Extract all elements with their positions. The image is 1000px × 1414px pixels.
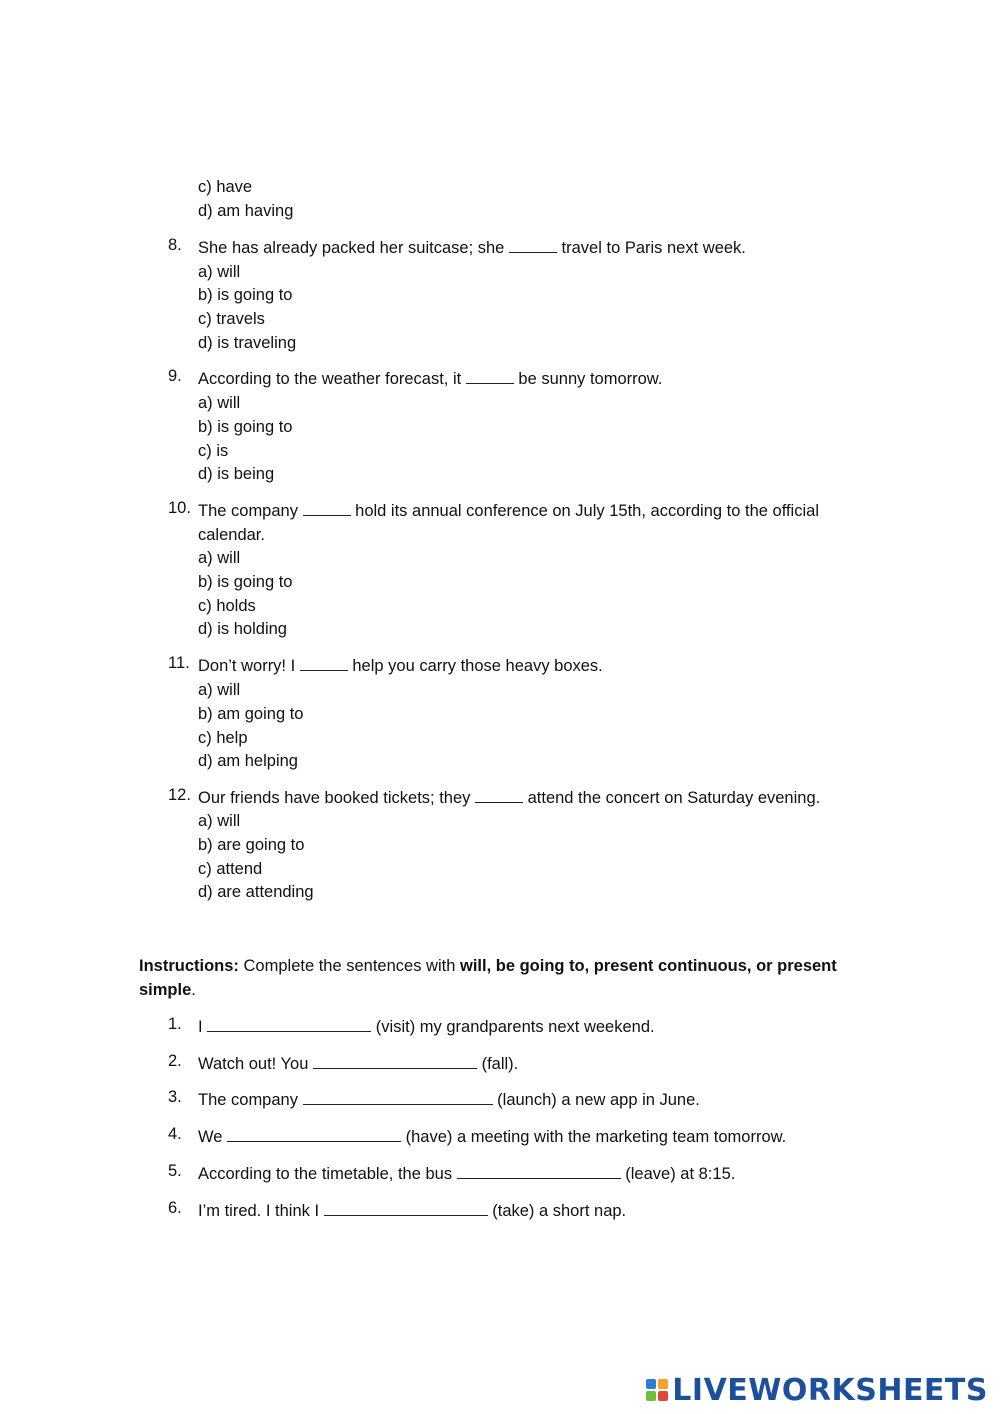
logo-square-4: [658, 1391, 668, 1401]
item6: [198, 1199, 626, 1223]
item6-after: (take) a short nap.: [492, 1202, 627, 1220]
q11-option-d[interactable]: d) am helping: [198, 752, 298, 770]
q7-option-d: d) am having: [198, 202, 294, 220]
q8-blank: [509, 238, 557, 253]
item4-before: We: [198, 1128, 223, 1146]
item5-before: According to the timetable, the bus: [198, 1165, 453, 1183]
q8-option-c[interactable]: c) travels: [198, 310, 265, 328]
q12-blank: [475, 788, 523, 803]
q12-option-a[interactable]: a) will: [198, 812, 241, 830]
q10-number: 10.: [168, 499, 191, 517]
item1: [198, 1015, 655, 1039]
q12-option-b[interactable]: b) are going to: [198, 836, 305, 854]
q12-option-d[interactable]: d) are attending: [198, 883, 314, 901]
q8-option-a[interactable]: a) will: [198, 263, 241, 281]
q12-option-c[interactable]: c) attend: [198, 860, 263, 878]
q9-number: 9.: [168, 367, 182, 385]
q9-option-d[interactable]: d) is being: [198, 465, 275, 483]
q8-option-b[interactable]: b) is going to: [198, 286, 293, 304]
item5-answer-blank[interactable]: [457, 1164, 621, 1179]
q12-text-a: Our friends have booked tickets; they: [198, 789, 471, 807]
q8-text-a: She has already packed her suitcase; she: [198, 239, 505, 257]
q12-text: [198, 786, 820, 810]
q10-option-c[interactable]: c) holds: [198, 597, 256, 615]
q9-text-b: be sunny tomorrow.: [518, 370, 663, 388]
q12-number: 12.: [168, 786, 191, 804]
q11-option-c[interactable]: c) help: [198, 729, 248, 747]
q10-blank: [303, 501, 351, 516]
q12-text-b: attend the concert on Saturday evening.: [527, 789, 821, 807]
q9-option-b[interactable]: b) is going to: [198, 418, 293, 436]
liveworksheets-grid-icon: [646, 1379, 668, 1401]
item1-before: I: [198, 1018, 203, 1036]
item2-number: 2.: [168, 1052, 182, 1070]
liveworksheets-logo[interactable]: [646, 1373, 988, 1407]
q10-option-a[interactable]: a) will: [198, 549, 241, 567]
item6-number: 6.: [168, 1199, 182, 1217]
instructions-end: .: [191, 981, 196, 999]
q8-text-b: travel to Paris next week.: [561, 239, 746, 257]
item1-answer-blank[interactable]: [207, 1017, 371, 1032]
item4-answer-blank[interactable]: [227, 1127, 401, 1142]
q8-option-d[interactable]: d) is traveling: [198, 334, 297, 352]
item4: [198, 1125, 786, 1149]
item6-answer-blank[interactable]: [324, 1201, 488, 1216]
item2: [198, 1052, 518, 1076]
logo-square-2: [658, 1379, 668, 1389]
q10-text-b: hold its annual conference on July 15th, according to the official calendar.: [198, 502, 819, 544]
q11-text: [198, 654, 603, 678]
item5: [198, 1162, 735, 1186]
instructions-label: Instructions:: [139, 957, 239, 975]
q11-number: 11.: [168, 654, 190, 672]
q9-option-c[interactable]: c) is: [198, 442, 229, 460]
q11-blank: [300, 656, 348, 671]
q10-option-d[interactable]: d) is holding: [198, 620, 287, 638]
item1-after: (visit) my grandparents next weekend.: [375, 1018, 655, 1036]
q11-text-a: Don’t worry! I: [198, 657, 296, 675]
logo-square-1: [646, 1379, 656, 1389]
item2-after: (fall).: [481, 1055, 519, 1073]
q9-text-a: According to the weather forecast, it: [198, 370, 462, 388]
instructions-bold: will, be going to, present continuous, or present simple: [139, 957, 837, 999]
q8-text: [198, 236, 746, 260]
q9-option-a[interactable]: a) will: [198, 394, 241, 412]
q11-option-b[interactable]: b) am going to: [198, 705, 304, 723]
logo-text: LIVEWORKSHEETS: [672, 1372, 988, 1408]
item1-number: 1.: [168, 1015, 182, 1033]
item6-before: I’m tired. I think I: [198, 1202, 320, 1220]
q10-text-a: The company: [198, 502, 298, 520]
item2-answer-blank[interactable]: [313, 1054, 477, 1069]
q11-option-a[interactable]: a) will: [198, 681, 241, 699]
q11-text-b: help you carry those heavy boxes.: [352, 657, 603, 675]
item3-after: (launch) a new app in June.: [497, 1091, 700, 1109]
instructions-text: Complete the sentences with: [243, 957, 456, 975]
q9-text: [198, 367, 662, 391]
item5-number: 5.: [168, 1162, 182, 1180]
q9-blank: [466, 369, 514, 384]
item3-number: 3.: [168, 1088, 182, 1106]
item4-number: 4.: [168, 1125, 182, 1143]
instructions: [139, 954, 869, 1002]
q10-text: [198, 499, 858, 547]
item3: [198, 1088, 700, 1112]
q10-option-b[interactable]: b) is going to: [198, 573, 293, 591]
q8-number: 8.: [168, 236, 182, 254]
item3-answer-blank[interactable]: [303, 1090, 493, 1105]
logo-square-3: [646, 1391, 656, 1401]
item5-after: (leave) at 8:15.: [625, 1165, 736, 1183]
q7-option-c: c) have: [198, 178, 253, 196]
item4-after: (have) a meeting with the marketing team tomorrow.: [405, 1128, 787, 1146]
item2-before: Watch out! You: [198, 1055, 309, 1073]
item3-before: The company: [198, 1091, 298, 1109]
